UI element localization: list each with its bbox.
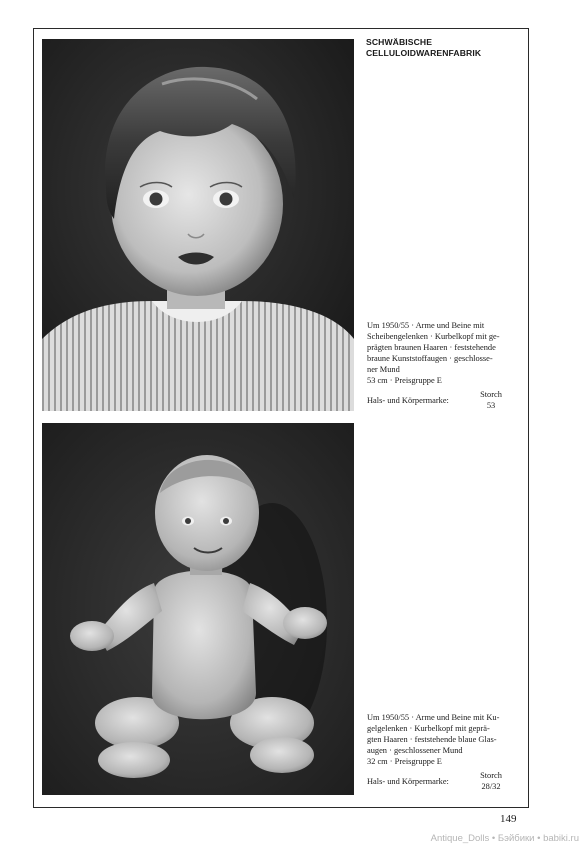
caption-1 bbox=[367, 320, 527, 411]
caption-line: Scheibengelenken · Kurbelkopf mit ge- bbox=[367, 332, 500, 341]
watermark-text: Antique_Dolls • Бэйбики • babiki.ru bbox=[430, 833, 579, 844]
heading-line-2: CELLULOIDWARENFABRIK bbox=[366, 48, 482, 58]
caption-line: augen · geschlossener Mund bbox=[367, 746, 463, 755]
doll-photo-2 bbox=[42, 423, 354, 795]
page-number: 149 bbox=[500, 813, 517, 825]
caption-line: Um 1950/55 · Arme und Beine mit bbox=[367, 321, 485, 330]
manufacturer-heading bbox=[366, 37, 526, 59]
mark-label: Hals- und Körpermarke: bbox=[367, 396, 449, 405]
caption-line: ner Mund bbox=[367, 365, 400, 374]
caption-line: prägten braunen Haaren · feststehende bbox=[367, 343, 496, 352]
heading-line-1: SCHWÄBISCHE bbox=[366, 37, 433, 47]
caption-line: 53 cm · Preisgruppe E bbox=[367, 376, 442, 385]
doll-photo-1 bbox=[42, 39, 354, 411]
mark-value-line-2: 28/32 bbox=[481, 782, 501, 791]
mark-row bbox=[367, 770, 527, 792]
caption-line: gten Haaren · feststehende blaue Glas- bbox=[367, 735, 497, 744]
caption-line: 32 cm · Preisgruppe E bbox=[367, 757, 442, 766]
mark-row bbox=[367, 389, 527, 411]
mark-value-line-1: Storch bbox=[480, 390, 502, 399]
caption-line: braune Kunststoffaugen · geschlosse- bbox=[367, 354, 493, 363]
mark-value-line-2: 53 bbox=[486, 401, 496, 410]
caption-line: Um 1950/55 · Arme und Beine mit Ku- bbox=[367, 713, 500, 722]
mark-value-line-1: Storch bbox=[480, 771, 502, 780]
caption-2 bbox=[367, 712, 527, 792]
caption-line: gelgelenken · Kurbelkopf mit geprä- bbox=[367, 724, 490, 733]
mark-label: Hals- und Körpermarke: bbox=[367, 777, 449, 786]
mark-value bbox=[472, 770, 510, 792]
mark-value bbox=[472, 389, 510, 411]
